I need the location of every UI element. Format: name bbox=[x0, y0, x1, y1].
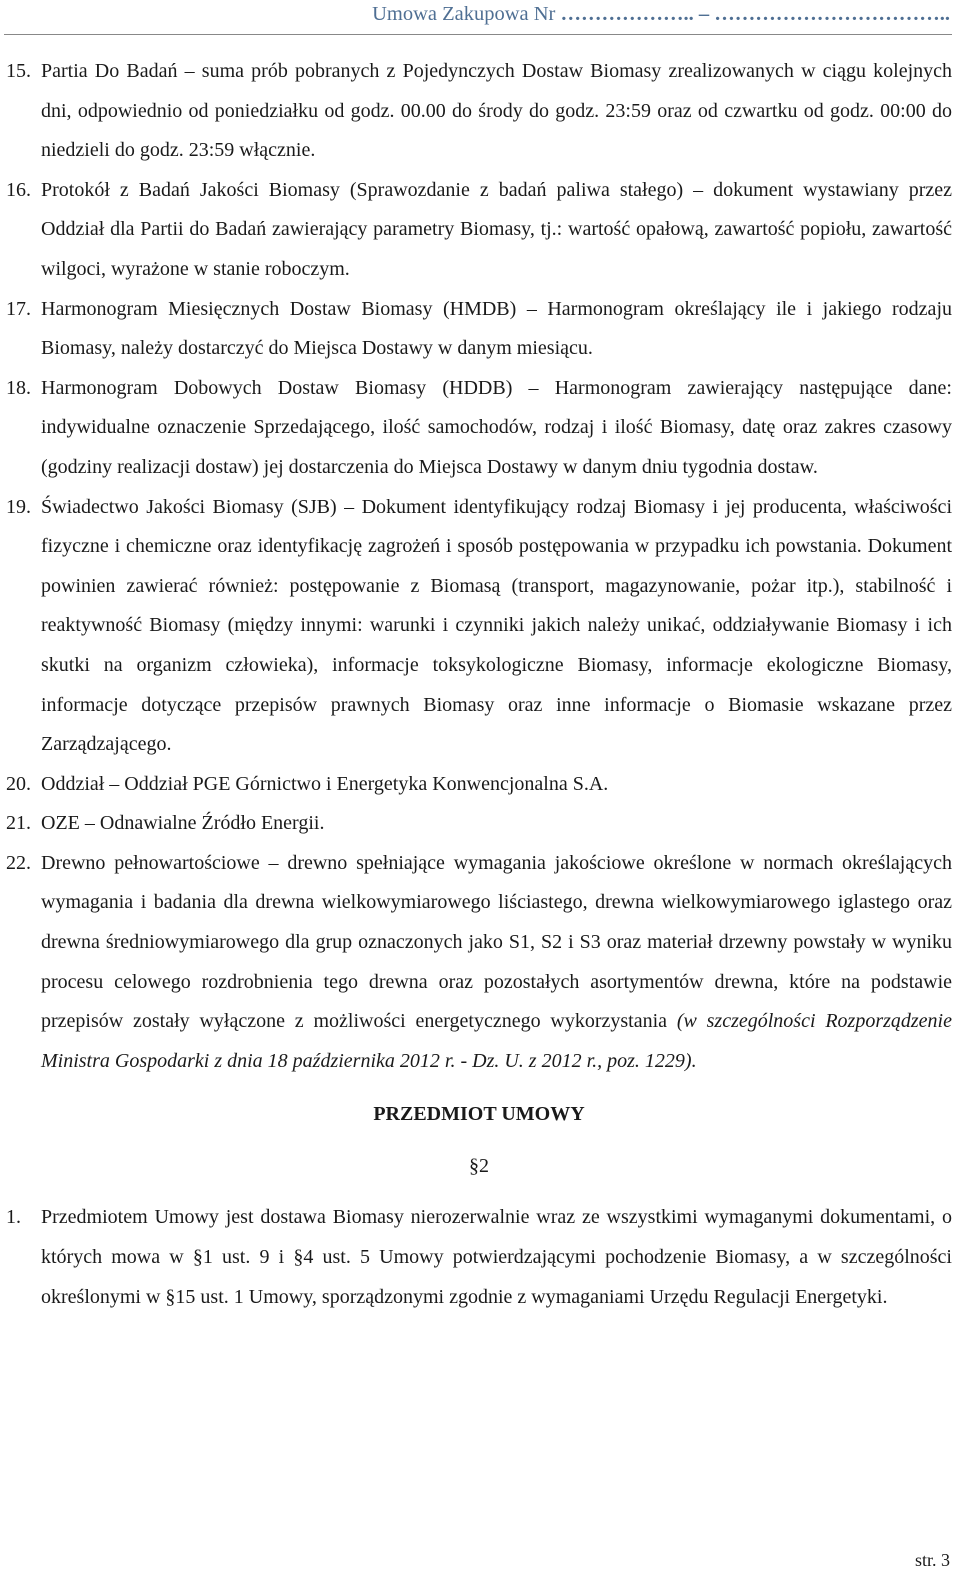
definition-item-15 bbox=[6, 52, 952, 171]
item-number: 19. bbox=[6, 495, 31, 518]
item-text: Przedmiotem Umowy jest dostawa Biomasy nierozerwalnie wraz ze wszystkimi wymaganymi dokumentami, o których mowa w §1 ust. 9 i §4 ust. 5 Umowy potwierdzającymi pochodzenie Biomasy, a w szczególności określonymi w §15 ust. 1 Umowy, sporządzonymi zgodnie z wymaganiami Urzędu Regulacji Energetyki. bbox=[41, 1206, 952, 1308]
definition-item-22 bbox=[6, 844, 952, 1082]
header-divider bbox=[4, 34, 952, 35]
item-number: 20. bbox=[6, 772, 31, 795]
header-contract-number-dots: ……………….. – …………………………….. bbox=[560, 3, 950, 25]
definition-item-21 bbox=[6, 804, 952, 844]
item-text: Partia Do Badań – suma prób pobranych z Pojedynczych Dostaw Biomasy zrealizowanych w ciągu kolejnych dni, odpowiednio od poniedziałku od godz. 00.00 do środy do godz. 23:59 oraz od czwartku od godz. 00:00 do niedzieli do godz. 23:59 włącznie. bbox=[41, 60, 952, 162]
page-number: str. 3 bbox=[914, 1550, 950, 1570]
section-paragraph-symbol: §2 bbox=[469, 1155, 489, 1178]
definition-item-17 bbox=[6, 290, 952, 369]
page-header bbox=[0, 0, 960, 46]
definition-item-18 bbox=[6, 369, 952, 488]
item-text: OZE – Odnawialne Źródło Energii. bbox=[41, 812, 325, 835]
item-number: 17. bbox=[6, 297, 31, 320]
document-body bbox=[6, 52, 952, 1317]
item-text: Świadectwo Jakości Biomasy (SJB) – Dokument identyfikujący rodzaj Biomasy i jej producenta, właściwości fizyczne i chemiczne oraz identyfikację zagrożeń i sposób postępowania w przypadku ich powstania. Dokument powinien zawierać również: postępowanie z Biomasą (transport, magazynowanie, pożar itp.), stabilność i reaktywność Biomasy (między innymi: warunki i czynniki jakich należy unikać, oddziaływanie Biomasy i ich skutki na organizm człowieka), informacje toksykologiczne Biomasy, informacje ekologiczne Biomasy, informacje dotyczące przepisów prawnych Biomasy oraz inne informacje o Biomasie wskazane przez Zarządzającego. bbox=[41, 495, 952, 756]
item-text: Drewno pełnowartościowe – drewno spełniające wymagania jakościowe określone w normach określających wymagania i badania dla drewna wielkowymiarowego liściastego, drewna wielkowymiarowego iglastego oraz drewna średniowymiarowego dla grup oznaczonych jako S1, S2 i S3 oraz materiał drzewny powstały w wyniku procesu celowego rozdrobnienia tego drewna oraz pozostałych asortymentów drewna, które na podstawie przepisów zostały wyłączone z możliwości energetycznego wykorzystania bbox=[41, 851, 952, 1033]
section-title: PRZEDMIOT UMOWY bbox=[373, 1103, 585, 1126]
item-italic-reference: (w szczególności Rozporządzenie Ministra Gospodarki z dnia 18 października 2012 r. - Dz. U. z 2012 r., poz. 1229). bbox=[41, 1010, 952, 1072]
item-number: 15. bbox=[6, 60, 31, 82]
item-number: 16. bbox=[6, 178, 31, 201]
item-number: 18. bbox=[6, 376, 31, 399]
item-text: Harmonogram Dobowych Dostaw Biomasy (HDDB) – Harmonogram zawierający następujące dane: indywidualne oznaczenie Sprzedającego, ilość samochodów, rodzaj i ilość Biomasy, datę oraz zakres czasowy (godziny realizacji dostaw) jej dostarczenia do Miejsca Dostawy w danym dniu tygodnia dostaw. bbox=[41, 376, 952, 478]
item-text: Protokół z Badań Jakości Biomasy (Sprawozdanie z badań paliwa stałego) – dokument wystawiany przez Oddział dla Partii do Badań zawierający parametry Biomasy, tj.: wartość opałową, zawartość popiołu, zawartość wilgoci, wyrażone w stanie roboczym. bbox=[41, 178, 952, 280]
definition-item-16 bbox=[6, 171, 952, 290]
definition-item-20 bbox=[6, 765, 952, 805]
item-text: Oddział – Oddział PGE Górnictwo i Energetyka Konwencjonalna S.A. bbox=[41, 772, 609, 795]
definition-item-19 bbox=[6, 488, 952, 765]
item-number: 22. bbox=[6, 851, 31, 874]
item-number: 21. bbox=[6, 812, 31, 835]
item-text: Harmonogram Miesięcznych Dostaw Biomasy (HMDB) – Harmonogram określający ile i jakiego rodzaju Biomasy, należy dostarczyć do Miejsca Dostawy w danym miesiącu. bbox=[41, 297, 952, 360]
item-number: 1. bbox=[6, 1206, 21, 1229]
header-title: Umowa Zakupowa Nr bbox=[372, 3, 561, 25]
subject-item-1 bbox=[6, 1198, 952, 1317]
